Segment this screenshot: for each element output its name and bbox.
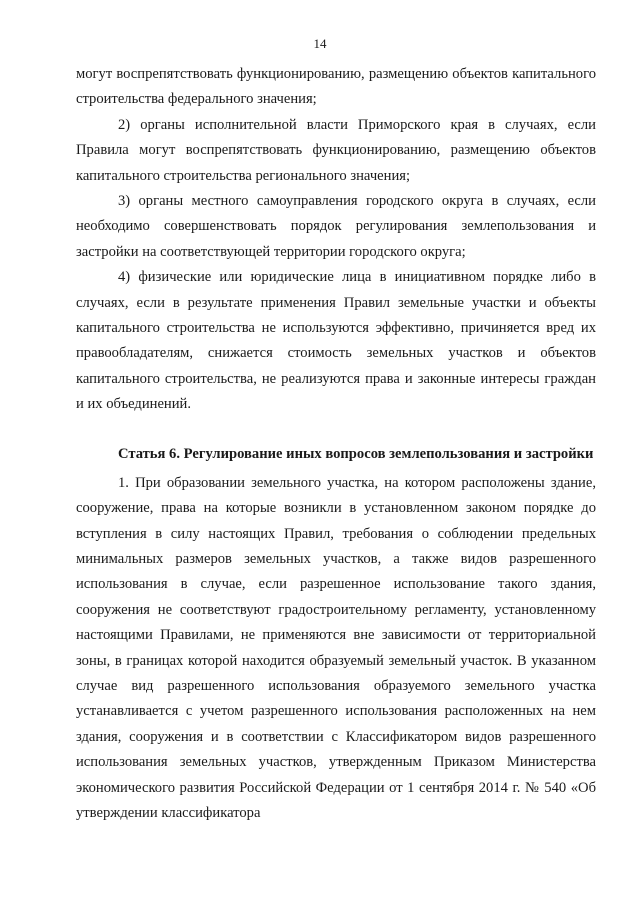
list-item-3: 3) органы местного самоуправления городского округа в случаях, если необходимо совершенствовать порядок регулирования землепользования и застройки на соответствующей территории городского округа; bbox=[76, 193, 596, 260]
article-heading: Статья 6. Регулирование иных вопросов землепользования и застройки bbox=[118, 445, 594, 462]
list-item-4: 4) физические или юридические лица в инициативном порядке либо в случаях, если в результате применения Правил земельные участки и объекты капитального строительства не используются эффективно, причиняется вред их правообладателям, снижается стоимость земельных участков и объектов капитального строительства, не реализуются права и законные интересы граждан и их объединений. bbox=[76, 269, 596, 413]
document-body bbox=[76, 62, 596, 826]
paragraph-continuation: могут воспрепятствовать функционированию, размещению объектов капитального строительства федерального значения; bbox=[76, 66, 596, 108]
article-body bbox=[76, 471, 596, 827]
page-number: 14 bbox=[313, 36, 327, 51]
article-paragraph-1: 1. При образовании земельного участка, на котором расположены здание, сооружение, права на которые возникли в установленном законом порядке до вступления в силу настоящих Правил, требования о соблюдении предельных минимальных размеров земельных участков, а также видов разрешенного использования в случае, если разрешенное использование такого здания, сооружения не соответствуют градостроительному регламенту, установленному настоящими Правилами, не применяются вне зависимости от территориальной зоны, в границах которой находится образуемый земельный участок. В указанном случае вид разрешенного использования образуемого земельного участка устанавливается с учетом разрешенного использования расположенных на нем здания, сооружения и в соответствии с Классификатором видов разрешенного использования земельных участков, утвержденным Приказом Министерства экономического развития Российской Федерации от 1 сентября 2014 г. № 540 «Об утверждении классификатора bbox=[76, 474, 596, 821]
list-item-2: 2) органы исполнительной власти Приморского края в случаях, если Правила могут воспрепятствовать функционированию, размещению объектов капитального строительства регионального значения; bbox=[76, 116, 596, 184]
